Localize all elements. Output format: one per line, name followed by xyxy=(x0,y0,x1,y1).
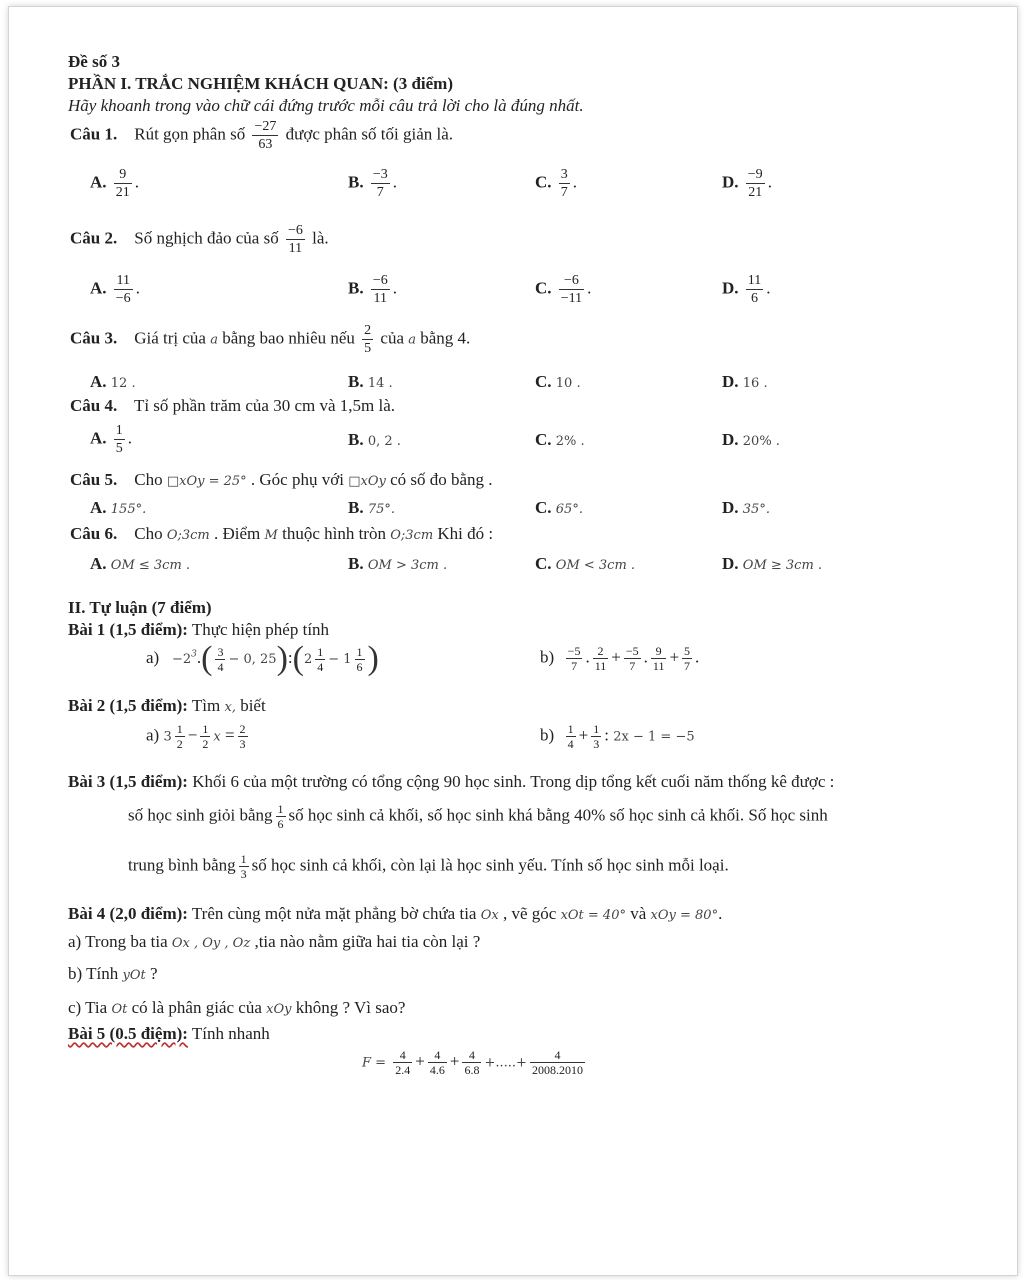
q1-option-c[interactable]: C. $\frac{3}{7}$ . xyxy=(535,167,578,200)
bai1-part-a: a) $-2^3$.( $\frac{3}{4}$ − 0, 25):(2 $\frac{1}{4}$ − 1 $\frac{1}{6}$ ) xyxy=(146,640,379,677)
q5-option-d[interactable]: D. 35°. xyxy=(722,498,770,517)
bai4-heading: Bài 4 (2,0 điểm): Trên cùng một nửa mặt phẳng bờ chứa tia Ox , vẽ góc xOt = 40° và xOy = 80°. xyxy=(68,904,723,923)
q2-option-b[interactable]: B. $\frac{-6}{11}$ . xyxy=(348,273,397,306)
part1-title: PHẦN I. TRẮC NGHIỆM KHÁCH QUAN: (3 điểm) xyxy=(68,74,454,93)
q6-option-b[interactable]: B. OM > 3cm . xyxy=(348,554,448,573)
bai1-part-b: b) $\frac{-5}{7}$ . $\frac{2}{11}$ + $\frac{-5}{7}$ . $\frac{9}{11}$ + $\frac{5}{7}$ . xyxy=(540,644,700,673)
bai5-formula: F = $\frac{4}{2.4}$ + $\frac{4}{4.6}$ + $\frac{4}{6.8}$ +.....+ $\frac{4}{2008.2010}$ xyxy=(362,1048,583,1077)
bai5-heading: Bài 5 (0.5 điệm): Tính nhanh xyxy=(68,1024,270,1043)
q4-option-b[interactable]: B. 0, 2 . xyxy=(348,430,401,449)
bai4-part-c: c) Tia Ot có là phân giác của xOy không ? Vì sao? xyxy=(68,998,406,1017)
q5-option-b[interactable]: B. 75°. xyxy=(348,498,396,517)
part2-title: II. Tự luận (7 điểm) xyxy=(68,598,212,617)
q5-option-c[interactable]: C. 65°. xyxy=(535,498,583,517)
instruction: Hãy khoanh trong vào chữ cái đứng trước mỗi câu trả lời cho là đúng nhất. xyxy=(68,96,584,115)
q6-option-c[interactable]: C. OM < 3cm . xyxy=(535,554,636,573)
q1-option-b[interactable]: B. $\frac{-3}{7}$ . xyxy=(348,167,397,200)
q3-option-c[interactable]: C. 10 . xyxy=(535,372,581,391)
exam-number: Đề số 3 xyxy=(68,52,120,71)
q4-option-c[interactable]: C. 2% . xyxy=(535,430,585,449)
q1-option-d[interactable]: D. $\frac{-9}{21}$ . xyxy=(722,167,772,200)
q1-option-a[interactable]: A. $\frac{9}{21}$ . xyxy=(90,167,140,200)
q4-option-d[interactable]: D. 20% . xyxy=(722,430,780,449)
q6-option-a[interactable]: A. OM ≤ 3cm . xyxy=(90,554,191,573)
bai3-line2: số học sinh giỏi bằng $\frac{1}{6}$ số học sinh cả khối, số học sinh khá bằng 40% số học sinh cả khối. Số học sinh xyxy=(128,802,828,831)
question-1: Câu 1. Rút gọn phân số $\frac{-27}{63}$ được phân số tối giản là. xyxy=(70,119,454,152)
q2-option-c[interactable]: C. $\frac{-6}{-11}$ . xyxy=(535,273,592,306)
bai2-part-a: a) 3 $\frac{1}{2}$ − $\frac{1}{2}$ x = $\frac{2}{3}$ xyxy=(146,722,246,751)
q3-option-d[interactable]: D. 16 . xyxy=(722,372,768,391)
page-frame xyxy=(8,6,1018,1276)
q2-option-d[interactable]: D. $\frac{11}{6}$ . xyxy=(722,273,771,306)
q2-option-a[interactable]: A. $\frac{11}{-6}$ . xyxy=(90,273,140,306)
bai2-heading: Bài 2 (1,5 điểm): Tìm x, biết xyxy=(68,696,266,715)
question-6: Câu 6. Cho O;3cm . Điểm M thuộc hình tròn O;3cm Khi đó : xyxy=(70,524,494,543)
bai1-heading: Bài 1 (1,5 điểm): Thực hiện phép tính xyxy=(68,620,330,639)
question-5: Câu 5. Cho □xOy = 25° . Góc phụ với □xOy có số đo bằng . xyxy=(70,470,493,489)
q3-option-b[interactable]: B. 14 . xyxy=(348,372,393,391)
q5-option-a[interactable]: A. 155°. xyxy=(90,498,147,517)
bai3-line3: trung bình bằng $\frac{1}{3}$ số học sinh cả khối, còn lại là học sinh yếu. Tính số học sinh mỗi loại. xyxy=(128,852,729,881)
question-3: Câu 3. Giá trị của a bằng bao nhiêu nếu $\frac{2}{5}$ của a bằng 4. xyxy=(70,323,471,356)
bai4-part-b: b) Tính yOt ? xyxy=(68,964,158,983)
q4-option-a[interactable]: A. $\frac{1}{5}$ . xyxy=(90,423,133,456)
q6-option-d[interactable]: D. OM ≥ 3cm . xyxy=(722,554,823,573)
bai2-part-b: b) $\frac{1}{4}$ + $\frac{1}{3}$ : 2x − 1 = −5 xyxy=(540,722,695,751)
question-4: Câu 4. Tỉ số phần trăm của 30 cm và 1,5m là. xyxy=(70,396,396,415)
q3-option-a[interactable]: A. 12 . xyxy=(90,372,136,391)
bai4-part-a: a) Trong ba tia Ox , Oy , Oz ,tia nào nằm giữa hai tia còn lại ? xyxy=(68,932,481,951)
bai3-line1: Bài 3 (1,5 điểm): Khối 6 của một trường có tổng cộng 90 học sinh. Trong dịp tổng kết cuối năm thống kê được : xyxy=(68,772,835,791)
question-2: Câu 2. Số nghịch đảo của số $\frac{-6}{11}$ là. xyxy=(70,223,329,256)
